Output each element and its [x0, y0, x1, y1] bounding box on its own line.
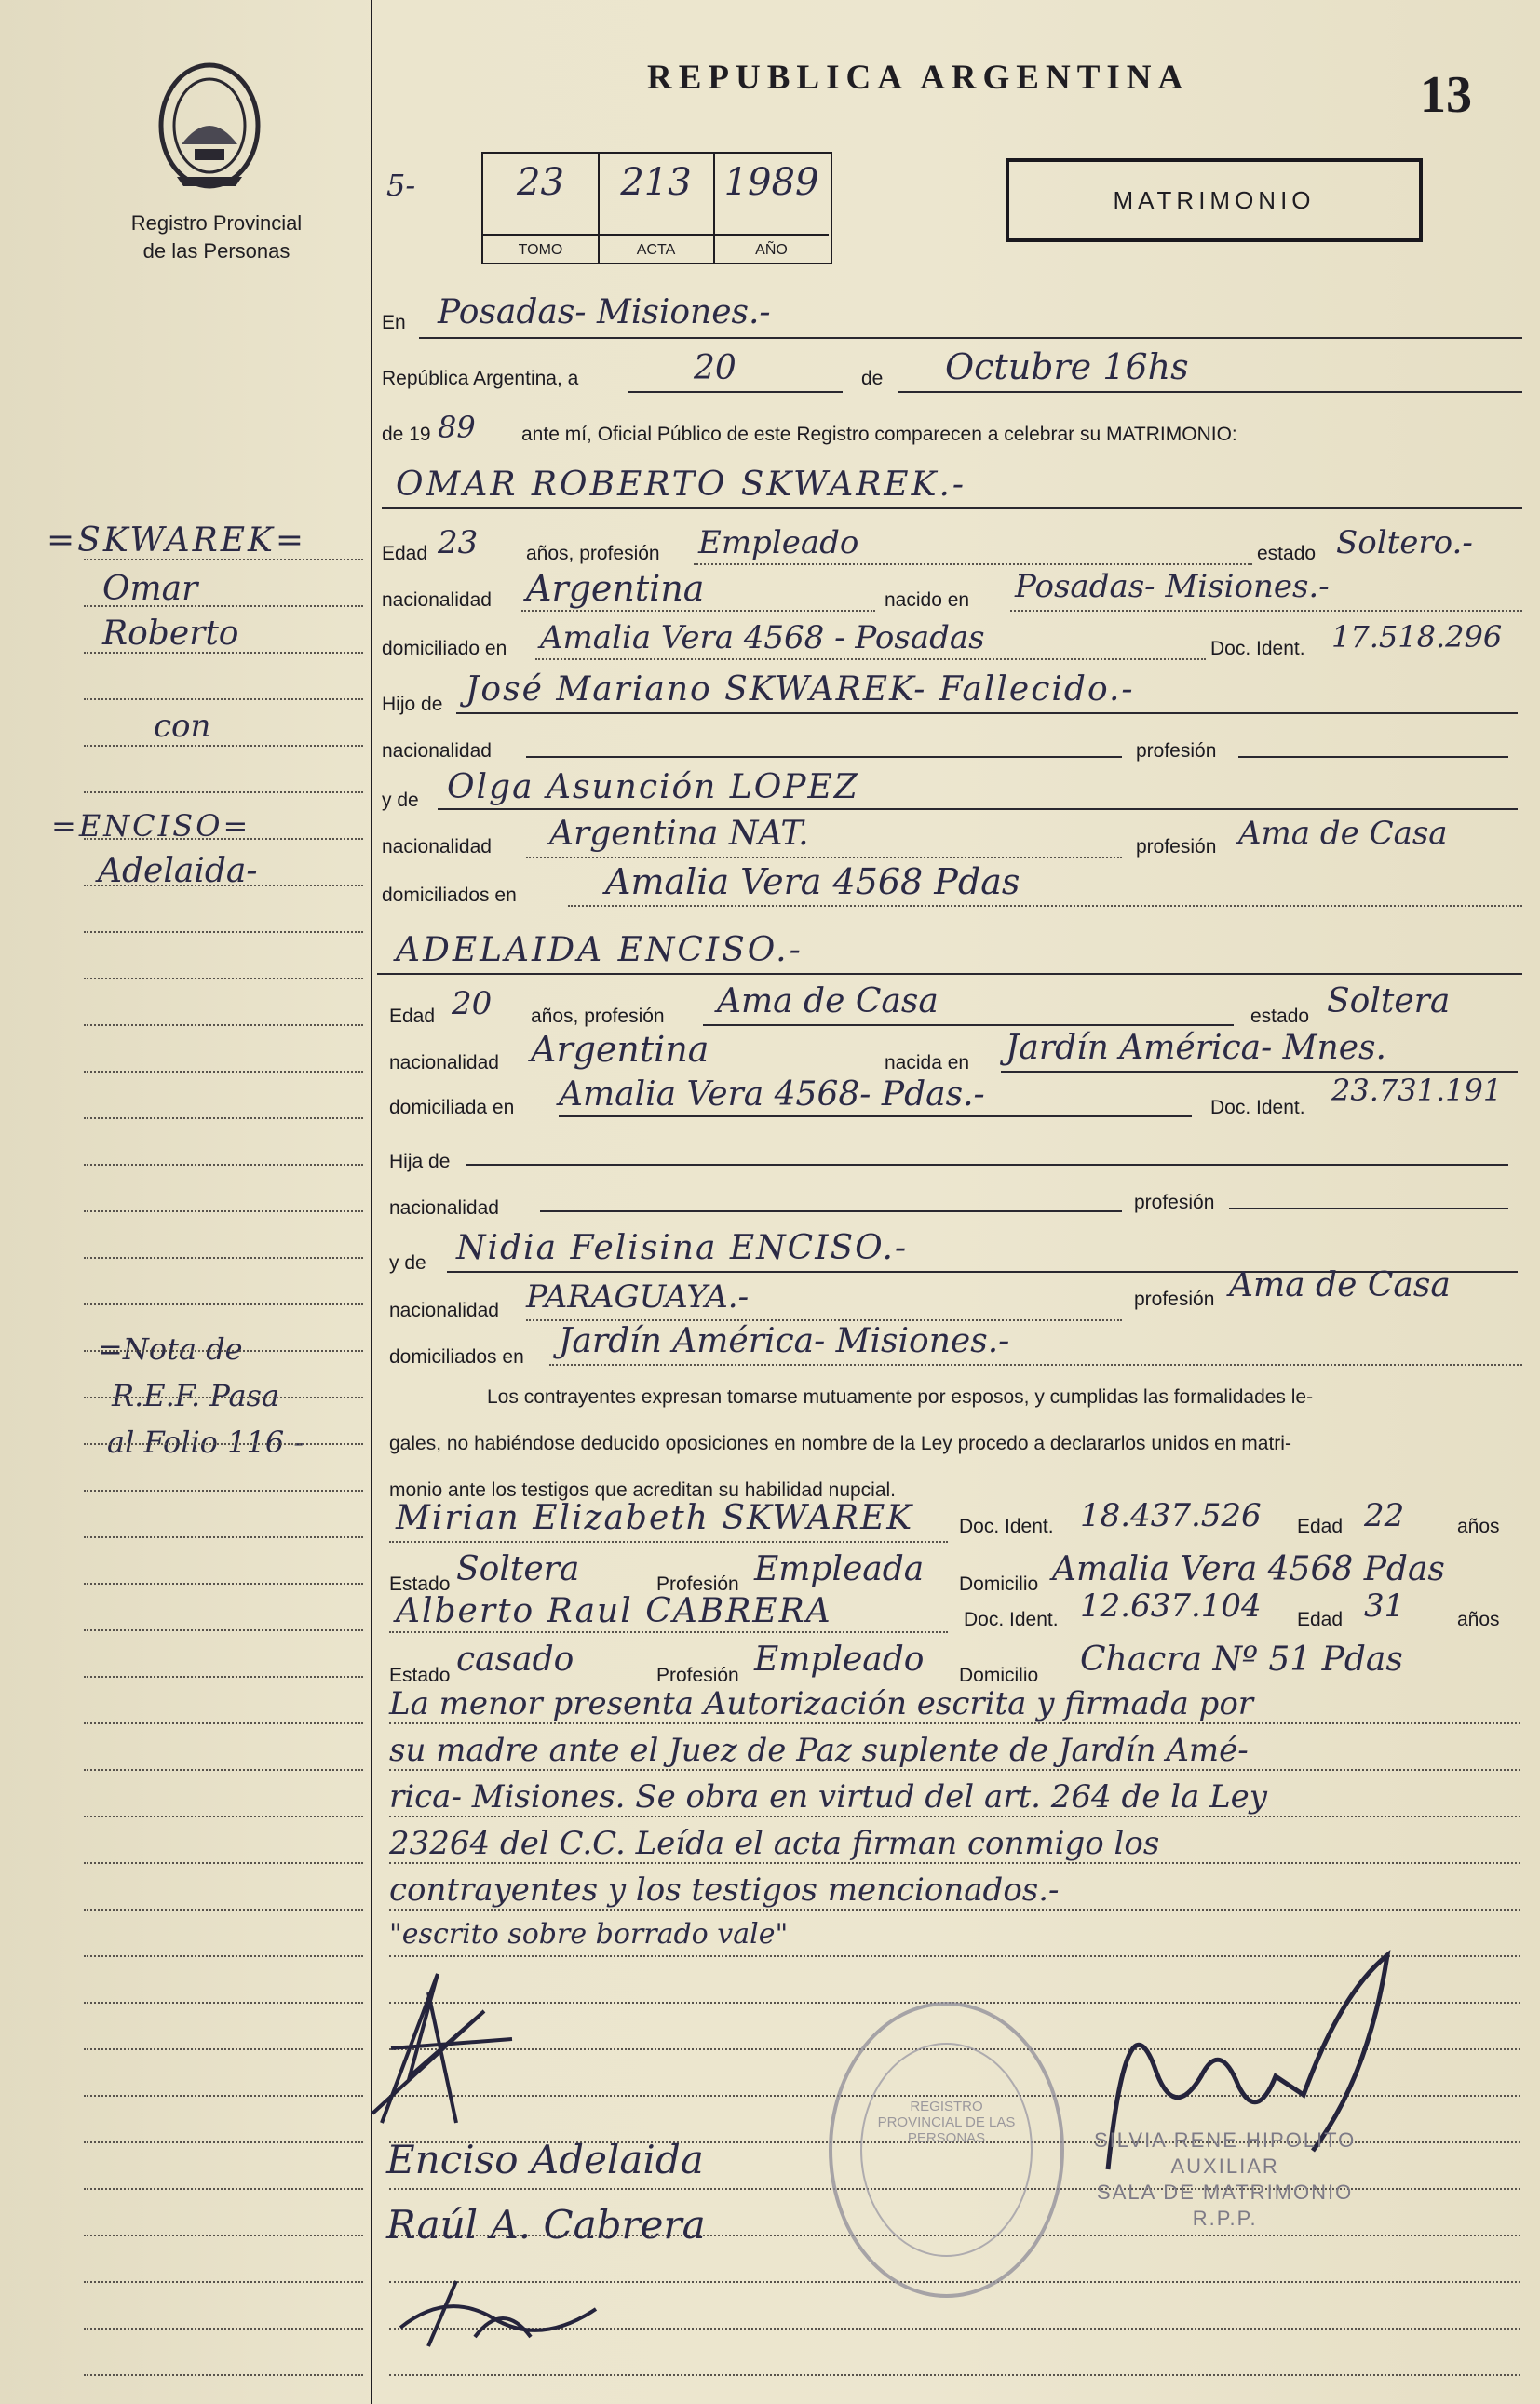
bride-padre-prof-label: profesión [1134, 1192, 1215, 1213]
margin-ruled-line [84, 2328, 363, 2330]
margin-ruled-line [84, 1257, 363, 1259]
groom-nacido-label: nacido en [885, 589, 970, 611]
bride-hija-line [466, 1164, 1508, 1166]
anio-label: AÑO [714, 234, 829, 264]
ruled-line [389, 1769, 1520, 1771]
groom-madre-nac-label: nacionalidad [382, 836, 492, 858]
day-line [628, 391, 843, 393]
witness2-name: Alberto Raul CABRERA [396, 1592, 832, 1630]
groom-padre-line [456, 712, 1518, 714]
bride-padres-dom: Jardín América- Misiones.- [559, 1322, 1010, 1360]
margin-ruled-line [84, 652, 363, 654]
groom-padre-prof-line [1238, 756, 1508, 758]
groom-nacido-line [1010, 610, 1522, 612]
officer-agency: R.P.P. [1192, 2207, 1258, 2230]
witness1-doc-label: Doc. Ident. [959, 1516, 1054, 1537]
groom-estado: Soltero.- [1336, 524, 1473, 561]
note-line-3: rica- Misiones. Se obra en virtud del art. 264 de la Ley [389, 1778, 1268, 1816]
margin-ruled-line [84, 2002, 363, 2004]
groom-doc-label: Doc. Ident. [1210, 638, 1305, 659]
bride-doc-label: Doc. Ident. [1210, 1097, 1305, 1118]
groom-madre: Olga Asunción LOPEZ [447, 768, 859, 806]
place-value: Posadas- Misiones.- [438, 293, 771, 331]
bride-edad: 20 [452, 985, 493, 1022]
groom-madre-prof-label: profesión [1136, 836, 1217, 858]
year-prefix: de 19 [382, 424, 431, 445]
groom-padre-nac-label: nacionalidad [382, 740, 492, 762]
groom-profesion: Empleado [698, 524, 859, 561]
groom-edad: 23 [438, 524, 479, 561]
witness1-name-line [389, 1541, 948, 1543]
margin-ruled-line [84, 2235, 363, 2236]
margin-bride-surname: =ENCISO= [51, 808, 251, 844]
ruled-line [389, 1862, 1520, 1864]
bride-profesion-line [703, 1024, 1234, 1026]
margin-ruled-line [84, 1024, 363, 1026]
bride-nacida-label: nacida en [885, 1052, 970, 1074]
witness1-name: Mirian Elizabeth SKWAREK [396, 1499, 914, 1537]
margin-ruled-line [84, 838, 363, 840]
witness1-anios-label: años [1457, 1516, 1500, 1537]
month-value: Octubre 16hs [945, 346, 1189, 387]
corner-mark: 5- [386, 168, 416, 203]
tomo-cell [483, 154, 600, 263]
bride-hija-label: Hija de [389, 1151, 451, 1172]
groom-signature-icon [354, 1937, 540, 2141]
witness2-estado-label: Estado [389, 1665, 451, 1686]
ruled-line [389, 1816, 1520, 1817]
margin-ruled-line [84, 1397, 363, 1398]
bride-estado: Soltera [1327, 982, 1451, 1020]
margin-ruled-line [84, 2188, 363, 2190]
officer-name: SILVIA RENE HIPOLITO [1094, 2128, 1357, 2152]
groom-edad-label: Edad [382, 543, 428, 564]
margin-ruled-line [84, 2281, 363, 2283]
bride-nacida: Jardín América- Mnes. [1006, 1029, 1386, 1067]
groom-nacionalidad: Argentina [526, 568, 705, 609]
margin-ruled-line [84, 2141, 363, 2143]
year-value: 89 [438, 410, 476, 445]
bride-dom-label: domiciliada en [389, 1097, 515, 1118]
margin-ruled-line [84, 1350, 363, 1352]
declaration-line-1: Los contrayentes expresan tomarse mutuamente por esposos, y cumplidas las formalidades le- [487, 1386, 1314, 1408]
witness2-domicilio: Chacra Nº 51 Pdas [1080, 1641, 1403, 1679]
ruled-line [389, 1722, 1520, 1724]
groom-anios-label: años, profesión [526, 543, 660, 564]
margin-ruled-line [84, 885, 363, 886]
bride-name: ADELAIDA ENCISO.- [396, 931, 804, 969]
margin-ruled-line [84, 1676, 363, 1678]
witness2-edad-label: Edad [1297, 1609, 1344, 1630]
month-line [898, 391, 1522, 393]
page-number: 13 [1420, 66, 1472, 124]
anio-cell [714, 154, 829, 263]
margin-con: con [154, 708, 211, 745]
bride-padre-nac-line [540, 1210, 1122, 1212]
note-line-6: "escrito sobre borrado vale" [389, 1918, 789, 1951]
margin-ruled-line [84, 2048, 363, 2050]
groom-dom-line [535, 658, 1206, 660]
witness2-anios-label: años [1457, 1609, 1500, 1630]
officer-role: AUXILIAR [1170, 2154, 1279, 2178]
witness1-edad: 22 [1364, 1497, 1405, 1534]
groom-padre-nac-line [526, 756, 1122, 758]
intro-text: ante mí, Oficial Público de este Registro comparecen a celebrar su MATRIMONIO: [521, 424, 1237, 445]
witness2-doc-label: Doc. Ident. [964, 1609, 1059, 1630]
margin-ruled-line [84, 698, 363, 700]
witness1-prof-label: Profesión [656, 1573, 739, 1595]
bride-padre-nac-label: nacionalidad [389, 1197, 499, 1219]
anio-value: 1989 [723, 161, 819, 204]
ruled-line [389, 2374, 1520, 2376]
acta-value: 213 [620, 161, 692, 204]
witness2-doc: 12.637.104 [1080, 1587, 1262, 1625]
groom-name: OMAR ROBERTO SKWAREK.- [396, 466, 967, 504]
tomo-value: 23 [517, 161, 564, 204]
witness2-estado: casado [456, 1641, 574, 1679]
ruled-line [389, 1909, 1520, 1911]
bride-nac-label: nacionalidad [389, 1052, 499, 1074]
margin-groom-first: Omar [102, 570, 198, 608]
margin-note-1: =Nota de [98, 1331, 243, 1367]
bride-estado-label: estado [1250, 1006, 1310, 1027]
witness2-edad: 31 [1364, 1587, 1405, 1625]
groom-padres-dom: Amalia Vera 4568 Pdas [605, 861, 1020, 902]
margin-ruled-line [84, 1117, 363, 1119]
witness2-profesion: Empleado [754, 1641, 925, 1679]
margin-ruled-line [84, 2374, 363, 2376]
groom-nac-line [521, 610, 875, 612]
groom-madre-nac-line [526, 857, 1122, 858]
officer-stamp [1094, 2127, 1356, 2232]
witness2-name-line [389, 1631, 948, 1633]
coat-of-arms-icon [154, 56, 265, 196]
de-label: de [861, 368, 884, 389]
declaration-line-2: gales, no habiéndose deducido oposiciones en nombre de la Ley procedo a declararlos unidos en matri- [389, 1433, 1291, 1454]
witness1-edad-label: Edad [1297, 1516, 1344, 1537]
margin-ruled-line [84, 559, 363, 560]
margin-ruled-line [84, 1722, 363, 1724]
day-value: 20 [694, 349, 736, 387]
margin-ruled-line [84, 605, 363, 607]
seal-text: REGISTRO PROVINCIAL DE LAS PERSONAS [877, 2099, 1016, 2146]
witness1-signature-icon [391, 2272, 605, 2356]
groom-hijo-label: Hijo de [382, 694, 443, 715]
margin-ruled-line [84, 1629, 363, 1631]
groom-profesion-line [694, 563, 1252, 565]
bride-dom-line [559, 1115, 1192, 1117]
groom-name-line [382, 507, 1522, 509]
country-title: REPUBLICA ARGENTINA [647, 59, 1190, 97]
witness1-estado: Soltera [456, 1550, 580, 1588]
witness1-profesion: Empleada [754, 1550, 925, 1588]
margin-ruled-line [84, 1769, 363, 1771]
bride-yde-label: y de [389, 1252, 426, 1274]
bride-madre-prof-label: profesión [1134, 1289, 1215, 1310]
bride-doc: 23.731.191 [1331, 1073, 1503, 1108]
note-line-5: contrayentes y los testigos mencionados.- [389, 1871, 1060, 1909]
witness-signature: Raúl A. Cabrera [386, 2202, 706, 2248]
bride-madre-nac-label: nacionalidad [389, 1300, 499, 1321]
margin-bride-first: Adelaida- [98, 852, 258, 890]
seal-inner-ring [860, 2043, 1033, 2257]
bride-padres-dom-line [549, 1364, 1522, 1366]
groom-dom-label: domiciliado en [382, 638, 507, 659]
witness1-doc: 18.437.526 [1080, 1497, 1262, 1534]
margin-ruled-line [84, 978, 363, 979]
margin-ruled-line [84, 1862, 363, 1864]
groom-madre-line [438, 808, 1518, 810]
bride-madre-nac-line [526, 1319, 1122, 1321]
bride-edad-label: Edad [389, 1006, 436, 1027]
officer-office: SALA DE MATRIMONIO [1097, 2181, 1354, 2204]
margin-ruled-line [84, 1816, 363, 1817]
groom-madre-nac: Argentina NAT. [549, 815, 809, 853]
bride-domicilio: Amalia Vera 4568- Pdas.- [559, 1075, 985, 1114]
margin-ruled-line [84, 1071, 363, 1073]
margin-ruled-line [84, 1443, 363, 1445]
note-line-1: La menor presenta Autorización escrita y firmada por [389, 1685, 1254, 1722]
margin-ruled-line [84, 931, 363, 933]
bride-madre-prof: Ama de Casa [1229, 1266, 1451, 1304]
margin-note-3: al Folio 116 - [107, 1425, 304, 1460]
declaration-line-3: monio ante los testigos que acreditan su habilidad nupcial. [389, 1479, 897, 1501]
document-type-box: MATRIMONIO [1006, 158, 1423, 242]
groom-yde-label: y de [382, 790, 419, 811]
bride-anios-label: años, profesión [531, 1006, 665, 1027]
note-line-4: 23264 del C.C. Leída el acta firman conmigo los [389, 1825, 1160, 1862]
margin-ruled-line [84, 1536, 363, 1538]
republica-label: República Argentina, a [382, 368, 579, 389]
margin-groom-surname: =SKWAREK= [47, 521, 307, 560]
bride-nacionalidad: Argentina [531, 1029, 709, 1070]
margin-ruled-line [84, 1909, 363, 1911]
acta-label: ACTA [599, 234, 713, 264]
margin-ruled-line [84, 1164, 363, 1166]
groom-padre-prof-label: profesión [1136, 740, 1217, 762]
book-reference-box [481, 152, 832, 264]
official-seal [829, 2002, 1064, 2298]
note-line-2: su madre ante el Juez de Paz suplente de Jardín Amé- [389, 1732, 1249, 1769]
margin-groom-second: Roberto [102, 615, 239, 653]
margin-ruled-line [84, 1303, 363, 1305]
groom-doc: 17.518.296 [1331, 619, 1503, 655]
groom-nacido: Posadas- Misiones.- [1015, 568, 1330, 605]
tomo-label: TOMO [483, 234, 598, 264]
bride-signature: Enciso Adelaida [386, 2137, 704, 2182]
margin-note-2: R.E.F. Pasa [112, 1378, 280, 1413]
groom-estado-label: estado [1257, 543, 1317, 564]
margin-ruled-line [84, 1490, 363, 1492]
margin-ruled-line [84, 745, 363, 747]
registry-name: Registro Provincial de las Personas [130, 211, 303, 263]
margin-ruled-line [84, 2095, 363, 2097]
bride-madre-nac: PARAGUAYA.- [526, 1278, 750, 1316]
en-label: En [382, 312, 406, 333]
groom-padres-dom-label: domiciliados en [382, 885, 517, 906]
bride-padre-prof-line [1229, 1208, 1508, 1209]
margin-ruled-line [84, 1583, 363, 1585]
witness2-prof-label: Profesión [656, 1665, 739, 1686]
place-line [419, 337, 1522, 339]
margin-ruled-line [84, 1955, 363, 1957]
witness1-estado-label: Estado [389, 1573, 451, 1595]
groom-padre: José Mariano SKWAREK- Fallecido.- [466, 670, 1135, 709]
margin-ruled-line [84, 791, 363, 793]
bride-profesion: Ama de Casa [717, 982, 939, 1020]
witness1-dom-label: Domicilio [959, 1573, 1039, 1595]
groom-nac-label: nacionalidad [382, 589, 492, 611]
witness1-domicilio: Amalia Vera 4568 Pdas [1052, 1550, 1445, 1588]
groom-domicilio: Amalia Vera 4568 - Posadas [540, 619, 985, 656]
margin-ruled-line [84, 1210, 363, 1212]
bride-padres-dom-label: domiciliados en [389, 1346, 524, 1368]
bride-name-line [377, 973, 1522, 975]
groom-padres-dom-line [568, 905, 1522, 907]
groom-madre-prof: Ama de Casa [1238, 815, 1448, 852]
acta-cell [599, 154, 715, 263]
bride-madre: Nidia Felisina ENCISO.- [456, 1229, 909, 1267]
witness2-dom-label: Domicilio [959, 1665, 1039, 1686]
